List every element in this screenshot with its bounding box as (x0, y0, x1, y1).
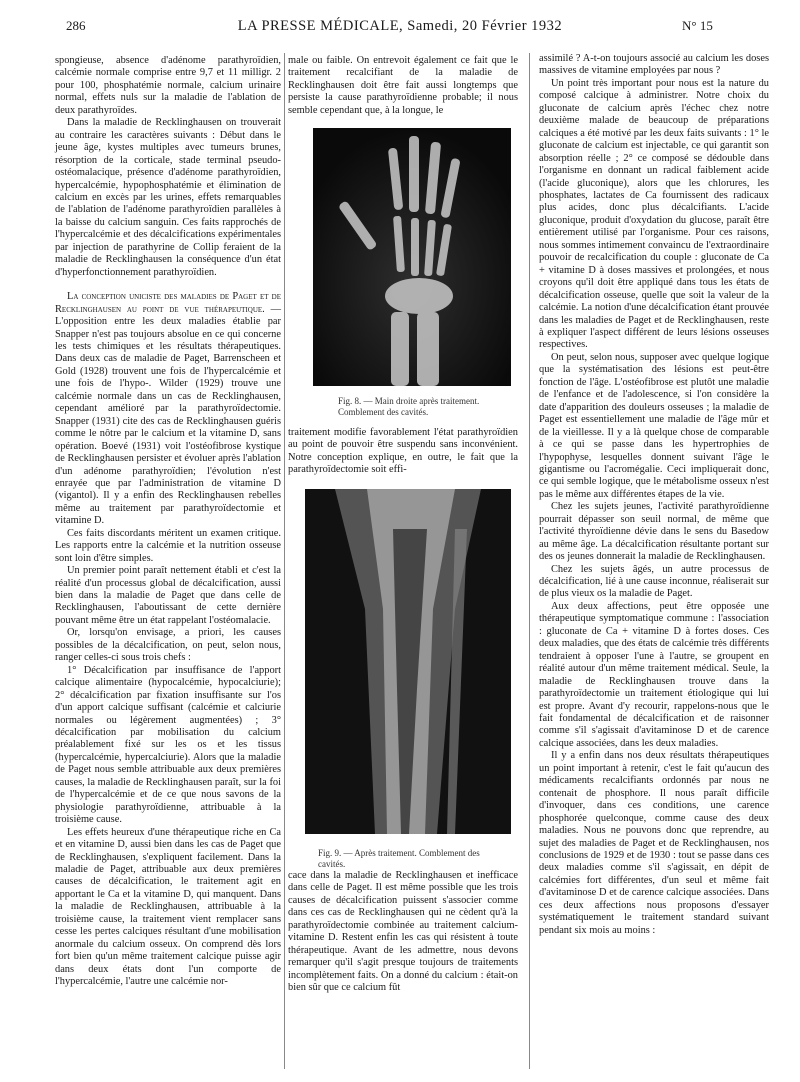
xray-hand-image (313, 128, 511, 386)
paragraph: — L'opposition entre les deux maladies établie par Snapper n'est pas toujours absolue en ce qui concerne les tests chimiques et les résultats thérapeutiques. Dans deux cas de maladie de Paget, Barrenscheen et Gold (1928) trouvent une fois de l'hypercalcémie et une fois de l'hypo-. Wilder (1929) trouve une calcémie normale dans un cas de Recklinghausen, cependant amélioré par la parathyroïdectomie. Snapper (1931) cite des cas de Recklinghausen guéris comme le nôtre par le calcium et la vitamine D, sans opération. Boevé (1931) voit l'ostéofibrose kystique de Recklinghausen persister et évoluer après l'ablation d'un adénome parathyroïdien; l'évolution n'est enrayée que par l'administration de vitamine D (vigantol). Il y a enfin des Recklinghausen rebelles même au traitement par parathyroïdectomie et vitamine D. (55, 303, 281, 527)
paragraph: 1° Décalcification par insuffisance de l'apport calcique alimentaire (hypocalcémie, hypocalciurie); 2° décalcification par fixation insuffisante sur l'os d'un apport calcique suffisant (calcémie et calciurie normales ou légèrement augmentées) ; 3° décalcification par mobilisation du calcium préalablement fixé sur les os et les tissus (hypercalcémie, hypercalciurie). Alors que la maladie de Paget nous semble attribuable aux deux premières causes, la maladie de Recklinghausen paraît, sur la foi de l'hypercalcémie et de ce que nous savons de la physiologie parathyroïdienne, attribuable à la troisième cause. (55, 664, 281, 826)
paragraph: Les effets heureux d'une thérapeutique riche en Ca et en vitamine D, aussi bien dans les cas de Paget que de Recklinghausen, s'expliquent facilement. Dans la maladie de Paget, attribuable aux deux premières causes de décalcification, le traitement agit en apportant le Ca et la vitamine D, qui manquent. Dans la maladie de Recklinghausen, attribuable à la troisième cause, la traitement vient remplacer sans cesse les pertes calciques résultant d'une mobilisation anormale du calcium osseux. On comprend dès lors fort bien qu'un même traitement calcique puisse agir dans deux états dont l'un comporte de l'hypercalcémie, l'autre une calcémie nor- (55, 826, 281, 988)
paragraph: Chez les sujets jeunes, l'activité parathyroïdienne pourrait dépasser son seuil normal, de même que l'activité thyroïdienne dévie dans le sens du Basedow au même âge. La décalcification résultante portant sur des os jeunes donnerait la maladie de Recklinghausen. (539, 501, 769, 563)
page-number: 286 (66, 18, 86, 33)
column-middle-end (288, 870, 518, 995)
paragraph: Chez les sujets âgés, un autre processus de décalcification, lié à une cause inconnue, réaliserait sur de plus vieux os la maladie de Paget. (539, 563, 769, 600)
paragraph: Un point très important pour nous est la nature du composé calcique à administrer. Notre choix du gluconate de calcium après l'échec chez notre deuxième malade de beaucoup de préparations calciques a été motivé par les deux faits suivants : 1° le gluconate de calcium est injectable, ce qui garantit son absorption réelle ; 2° ce composé se dédouble dans l'organisme en donnant un radical faiblement acide (l'acide gluconique), alors que les chlorures, les phosphates, lactates de Ca fournissent des radicaux plus acides, donc plus décalcifiants. L'acide gluconique, produit d'oxydation du glucose, paraît être entièrement utilisé par l'organisme. Pour ces raisons, nous sommes intimement convaincu de l'extraordinaire pouvoir de recalcification du couple : gluconate de Ca + vitamine D à doses massives et prolongées, et nous croyons qu'il doit être appliqué dans tous les états de décalcification osseuse, quelle que soit la valeur de la calcémie. La notion d'une décalcification étant prouvée dans les maladies de Paget et de Recklinghausen, reste à expliquer l'aspect différent de leurs lésions osseuses respectives. (539, 77, 769, 351)
paragraph: traitement modifie favorablement l'état parathyroïdien au point de pouvoir être suspendu sans inconvénient. Notre conception explique, en outre, le fait que la parathyroïdectomie soit effi- (288, 427, 518, 476)
column-middle (288, 55, 518, 117)
paragraph: male ou faible. On entrevoit également ce fait que le traitement recalcifiant de la maladie de Recklinghausen doit être fait aussi longtemps que persiste la cause parathyroïdienne probable; il nous semble cependant que, à la longue, le (288, 55, 518, 116)
paragraph: Un premier point paraît nettement établi et c'est la réalité d'un processus global de décalcification, aussi bien dans la maladie de Paget que dans celle de Recklinghausen, l'aboutissant de cette dernière pouvant même être un état rappelant l'ostéomalacie. (55, 565, 281, 626)
paragraph: On peut, selon nous, supposer avec quelque logique que la systématisation des lésions est peut-être fonction de l'âge. L'ostéofibrose est plutôt une maladie de l'enfance et de l'adolescence, si l'on considère la date d'apparition des douleurs osseuses ; la maladie de Paget est essentiellement une maladie de l'âge mûr et de la vieillesse. Il y a là quelque chose de comparable à ce qui se passe dans les hypertrophies de l'hypophyse, lesquelles donnent suivant l'âge le gigantisme ou l'acromégalie. Ceci impliquerait donc, ce qui semble logique, que le métabolisme osseux n'est pas le même aux différentes étapes de la vie. (539, 351, 769, 500)
column-divider (529, 53, 530, 1069)
journal-title: LA PRESSE MÉDICALE, Samedi, 20 Février 1932 (237, 18, 563, 34)
column-divider (284, 53, 285, 1069)
xray-hand-figure (313, 128, 511, 386)
figure-8-caption: Fig. 8. — Main droite après traitement. Comblement des cavités. (338, 396, 480, 417)
xray-leg-figure (305, 489, 511, 834)
page-header (0, 18, 800, 42)
paragraph: cace dans la maladie de Recklinghausen et inefficace dans celle de Paget. Il est même possible que les trois causes de décalcification puissent s'associer comme dans ces cas de Recklinghausen qui ne cèdent qu'à la parathyroïdectomie combinée au traitement calcium-vitamine D. Restent enfin les cas qui résistent à toute thérapeutique. Avant de les admettre, nous devons remarquer qu'il s'agit presque toujours de traitements incomplètement faits. On a donné du calcium : était-on bien sûr que ce calcium fût (288, 870, 518, 994)
column-middle-continued (288, 427, 518, 477)
column-right (539, 53, 769, 937)
issue-number: N° 15 (682, 18, 713, 33)
section-heading: La conception uniciste des maladies de Paget et de Recklinghausen au point de vue thérapeutique. (55, 291, 281, 315)
paragraph: Il y a enfin dans nos deux résultats thérapeutiques un point important à retenir, c'est le fait qu'aucun des médicaments recalcifiants ordonnés par nous ne contenait de phosphore. Il nous paraît difficile d'invoquer, dans ces conditions, une carence phosphorée quelconque, comme cause des deux maladies. Nous ne pouvons donc que reprendre, au sujet des maladies de Paget et de Recklinghausen, nos conclusions de 1929 et de 1930 : tout se passe dans ces deux maladies comme s'il s'agissait, en dépit de calcémies fort différentes, d'un seul et même fait d'avitaminose D et de carence calcique associées. Dans ces deux affections nous proposons d'essayer systématiquement le traitement standard suivant pendant six mois au moins : (539, 750, 769, 936)
xray-leg-image (305, 489, 511, 834)
paragraph: Ces faits discordants méritent un examen critique. Les rapports entre la calcémie et la nutrition osseuse sont loin d'être simples. (55, 527, 281, 564)
paragraph: spongieuse, absence d'adénome parathyroïdien, calcémie normale comprise entre 9,7 et 11 milligr. 2 pour 100, phosphatémie normale, calcium urinaire normal, effets nuls sur la maladie de l'ablation de deux parathyroïdes. (55, 55, 281, 116)
paragraph: Or, lorsqu'on envisage, a priori, les causes possibles de la décalcification, on peut, selon nous, ranger celles-ci sous trois chefs : (55, 627, 281, 664)
paragraph: Aux deux affections, peut être opposée une thérapeutique symptomatique commune : l'association : gluconate de Ca + vitamine D à fortes doses. Ces deux maladies, que des états de calcémie très différents tendraient à opposer l'une à l'autre, se groupent en réalité autour d'un même traitement médical. Seule, la maladie de Recklinghausen trouve dans la parathyroïdectomie un traitement étiologique qui lui est propre. Avant d'y recourir, rappelons-nous que le fait fondamental de décalcification et de raisonner comme s'il s'agissait d'avitaminose D et de carence calcique associées, dans les deux maladies. (539, 600, 769, 749)
figure-9-caption: Fig. 9. — Après traitement. Comblement des cavités. (318, 848, 480, 869)
paragraph: Dans la maladie de Recklinghausen on trouverait au contraire les caractères suivants : Début dans le jeune âge, kystes multiples avec tumeurs brunes, résorption de la corticale, stade terminal pseudo-ostéomalacique, présence d'adénome parathyroïdien, hypercalcémie, hypophosphatémie et élimination de calcium en excès par les urines, effets remarquables de l'ablation de l'adénome parathyroïdien parallèles à la baisse du calcium sanguin. Ces faits rapprochés de l'hypercalcémie et des décalcifications expérimentales par injection de parathyrine de Collip feraient de la maladie de Recklinghausen la conséquence d'un état d'hyperfonctionnement parathyroïdien. (55, 117, 281, 278)
paragraph: assimilé ? A-t-on toujours associé au calcium les doses massives de vitamine employées par nous ? (539, 53, 769, 77)
column-left (55, 55, 281, 989)
